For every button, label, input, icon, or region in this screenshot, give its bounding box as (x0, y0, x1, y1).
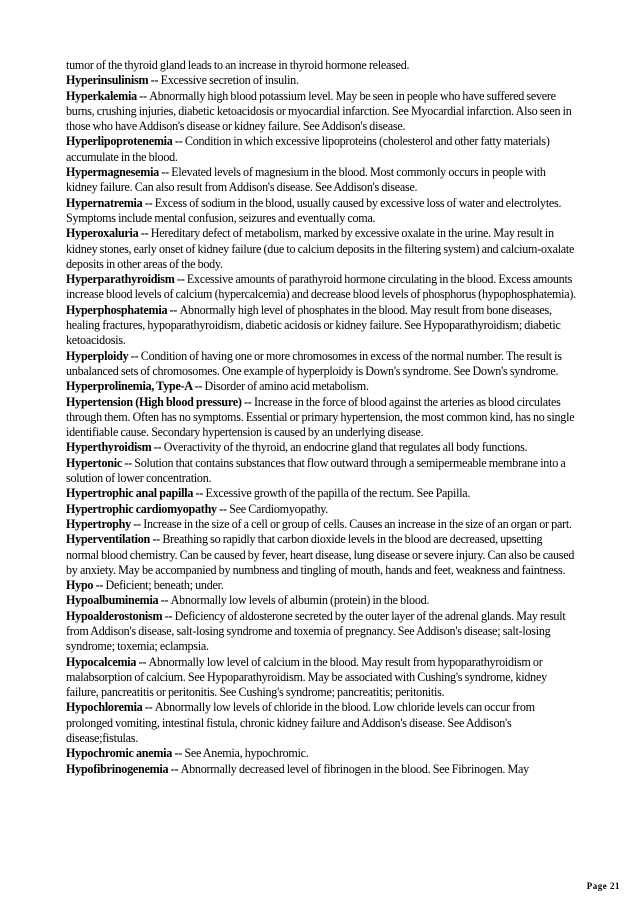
glossary-entries (66, 73, 576, 777)
glossary-entry (66, 165, 576, 196)
glossary-entry (66, 762, 576, 777)
glossary-term: Hypochromic anemia (66, 746, 173, 761)
glossary-definition: Abnormally high level of phosphates in the blood. May result from bone diseases, healing fractures, hypoparathyroidism, diabetic acidosis or kidney failure. See Hypoparathyroidism; diabetic ketoacidosis. (66, 302, 561, 348)
glossary-entry (66, 89, 576, 135)
glossary-entry (66, 746, 576, 761)
glossary-definition: See Anemia, hypochromic. (184, 746, 309, 761)
glossary-entry (66, 486, 576, 501)
glossary-definition: Increase in the force of blood against the arteries as blood circulates through them. Often has no symptoms. Essential or primary hypertension, the most common kind, has no single identifiable cause. Secondary hypertension is caused by an underlying disease. (66, 394, 575, 440)
term-separator: -- (174, 272, 187, 287)
glossary-entry (66, 655, 576, 701)
term-separator: -- (172, 746, 185, 761)
glossary-entry (66, 379, 576, 394)
continuation-text: tumor of the thyroid gland leads to an increase in thyroid hormone released. (66, 58, 410, 72)
glossary-definition: Disorder of amino acid metabolism. (204, 379, 369, 394)
term-separator: -- (142, 700, 155, 715)
glossary-definition: Abnormally low levels of chloride in the blood. Low chloride levels can occur from prolonged vomiting, intestinal fistula, chronic kidney failure and Addison's disease. See Addison's disease;fistulas. (66, 700, 535, 746)
term-separator: -- (172, 134, 185, 149)
glossary-term: Hypofibrinogenemia (66, 761, 169, 776)
glossary-definition: Excessive amounts of parathyroid hormone circulating in the blood. Excess amounts increase blood levels of calcium (hypercalcemia) and decrease blood levels of phosphorus (hypophosphatemia). (66, 272, 576, 302)
term-separator: -- (241, 394, 254, 409)
glossary-term: Hyperprolinemia, Type-A (66, 379, 193, 394)
term-separator: -- (148, 73, 161, 88)
term-separator: -- (138, 226, 151, 241)
term-separator: -- (158, 165, 172, 180)
term-separator: -- (136, 654, 149, 669)
glossary-entry (66, 578, 576, 593)
glossary-definition: Condition in which excessive lipoproteins (cholesterol and other fatty materials) accumulate in the blood. (66, 134, 550, 164)
glossary-entry (66, 196, 576, 227)
term-separator: -- (128, 348, 141, 363)
term-separator: -- (216, 501, 230, 516)
glossary-entry (66, 226, 576, 272)
glossary-entry (66, 593, 576, 608)
glossary-term: Hypernatremia (66, 195, 143, 210)
glossary-definition: See Cardiomyopathy. (229, 501, 329, 516)
term-separator: -- (150, 532, 163, 547)
glossary-term: Hypoalderostonism (66, 608, 163, 623)
glossary-term: Hypertrophic anal papilla (66, 486, 194, 501)
glossary-definition: Increase in the size of a cell or group of cells. Causes an increase in the size of an organ or part. (143, 516, 572, 531)
glossary-definition: Abnormally decreased level of fibrinogen in the blood. See Fibrinogen. May (180, 761, 529, 776)
glossary-definition: Deficiency of aldosterone secreted by the outer layer of the adrenal glands. May result from Addison's disease, salt-losing syndrome and toxemia of pregnancy. See Addison's disease; salt-losing syndrome; toxemia; eclampsia. (66, 608, 566, 654)
glossary-entry (66, 303, 576, 349)
term-separator: -- (167, 302, 180, 317)
glossary-entry (66, 700, 576, 746)
glossary-definition: Solution that contains substances that flow outward through a semipermeable membrane into a solution of lower concentration. (66, 455, 566, 486)
glossary-entry (66, 609, 576, 655)
term-separator: -- (121, 455, 135, 470)
glossary-entry (66, 440, 576, 455)
glossary-definition: Abnormally low levels of albumin (protein) in the blood. (170, 593, 430, 608)
glossary-entry (66, 456, 576, 487)
glossary-entry (66, 502, 576, 517)
glossary-entry (66, 73, 576, 88)
glossary-term: Hyperoxaluria (66, 226, 139, 241)
glossary-definition: Elevated levels of magnesium in the blood. Most commonly occurs in people with kidney failure. Can also result from Addison's disease. See Addison's disease. (66, 165, 546, 195)
glossary-definition: Hereditary defect of metabolism, marked by excessive oxalate in the urine. May result in kidney stones, early onset of kidney failure (due to calcium deposits in the filtering system) and calcium-oxalate deposits in other areas of the body. (66, 226, 575, 271)
term-separator: -- (158, 593, 171, 608)
glossary-term: Hypo (66, 578, 94, 593)
glossary-term: Hypertonic (66, 455, 122, 470)
glossary-term: Hypocalcemia (66, 654, 137, 669)
glossary-term: Hyperlipoprotenemia (66, 134, 173, 149)
glossary-term: Hyperparathyroidism (66, 272, 175, 287)
term-separator: -- (162, 608, 175, 623)
glossary-page (66, 58, 576, 777)
glossary-term: Hyperventilation (66, 532, 151, 547)
term-separator: -- (151, 440, 164, 455)
glossary-definition: Condition of having one or more chromosomes in excess of the normal number. The result is unbalanced sets of chromosomes. One example of hyperploidy is Down's syndrome. See Down's syndrome. (66, 348, 562, 378)
glossary-term: Hyperphosphatemia (66, 302, 168, 317)
glossary-definition: Excessive growth of the papilla of the rectum. See Papilla. (205, 486, 471, 501)
term-separator: -- (142, 195, 155, 210)
glossary-entry (66, 395, 576, 441)
glossary-definition: Deficient; beneath; under. (105, 578, 224, 593)
glossary-term: Hypertrophy (66, 516, 131, 531)
glossary-term: Hypoalbuminemia (66, 593, 159, 608)
term-separator: -- (168, 761, 181, 776)
page-number: Page 21 (586, 881, 620, 891)
glossary-entry (66, 532, 576, 578)
glossary-term: Hypermagnesemia (66, 165, 159, 180)
glossary-definition: Breathing so rapidly that carbon dioxide levels in the blood are decreased, upsetting normal blood chemistry. Can be caused by fever, heart disease, lung disease or severe injury. Can also be caused by anxiety. May be accompanied by numbness and tingling of mouth, hands and feet, weakness and faintness. (66, 532, 575, 577)
glossary-definition: Excess of sodium in the blood, usually caused by excessive loss of water and electrolytes. Symptoms include mental confusion, seizures and eventually coma. (66, 195, 562, 225)
glossary-term: Hyperkalemia (66, 88, 137, 103)
glossary-term: Hyperploidy (66, 348, 129, 363)
glossary-definition: Overactivity of the thyroid, an endocrine gland that regulates all body functions. (163, 440, 528, 455)
glossary-definition: Abnormally low level of calcium in the blood. May result from hypoparathyroidism or malabsorption of calcium. See Hypoparathyroidism. May be associated with Cushing's syndrome, kidney failure, pancreatitis or peritonitis. See Cushing's syndrome; pancreatitis; peritonitis. (66, 654, 547, 700)
glossary-term: Hyperthyroidism (66, 440, 152, 455)
glossary-entry (66, 517, 576, 532)
glossary-term: Hypochloremia (66, 700, 143, 715)
glossary-entry (66, 349, 576, 380)
glossary-term: Hypertrophic cardiomyopathy (66, 501, 217, 516)
glossary-definition: Excessive secretion of insulin. (160, 73, 299, 88)
glossary-term: Hyperinsulinism (66, 73, 149, 88)
glossary-definition: Abnormally high blood potassium level. May be seen in people who have suffered severe burns, crushing injuries, diabetic ketoacidosis or myocardial infarction. See Myocardial infarction. Also seen in those who have Addison's disease or kidney failure. See Addison's disease. (66, 88, 572, 134)
term-separator: -- (192, 379, 205, 394)
glossary-entry (66, 134, 576, 165)
glossary-term: Hypertension (High blood pressure) (66, 394, 242, 409)
term-separator: -- (193, 486, 206, 501)
term-separator: -- (136, 88, 150, 103)
term-separator: -- (130, 516, 144, 531)
term-separator: -- (93, 578, 106, 593)
glossary-entry (66, 272, 576, 303)
